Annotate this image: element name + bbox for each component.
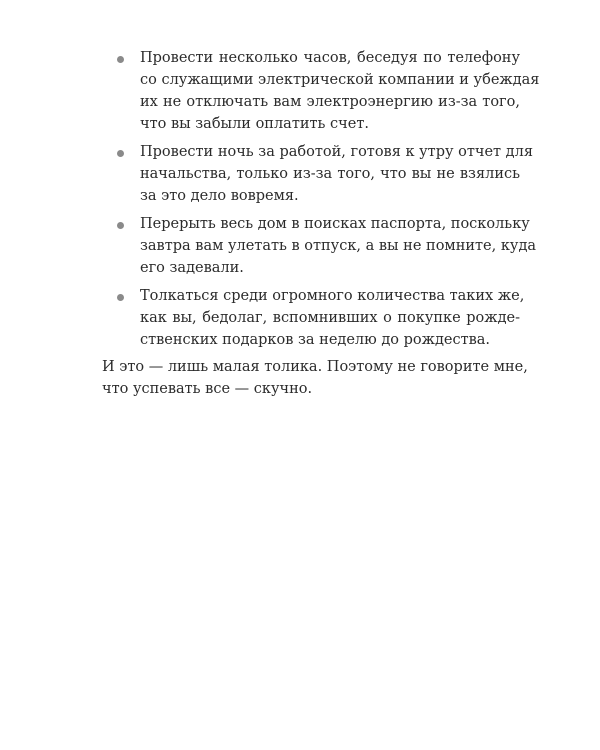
text-line: что успевать все — скучно. [102, 381, 313, 397]
text-line: Провести несколько часов, беседуя по телефону [140, 50, 520, 66]
list-item [116, 47, 540, 135]
text-line: ственских подарков за неделю до рождества. [140, 332, 491, 348]
list-item [116, 285, 525, 351]
text-line: как вы, бедолаг, вспомнивших о покупке рожде- [140, 310, 520, 326]
list-item [116, 213, 537, 279]
text-line: Толкаться среди огромного количества таких же, [140, 288, 525, 304]
closing-paragraph [102, 356, 528, 400]
list-item [116, 141, 533, 207]
text-line: начальства, только из-за того, что вы не взялись [140, 166, 520, 182]
text-line: со служащими электрической компании и убеждая [140, 72, 540, 88]
bullet-dot-icon [117, 56, 124, 63]
bullet-dot-icon [117, 222, 124, 229]
text-line: И это — лишь малая толика. Поэтому не говорите мне, [102, 359, 528, 375]
text-line: Провести ночь за работой, готовя к утру отчет для [140, 144, 533, 160]
text-line: их не отключать вам электроэнергию из-за того, [140, 94, 520, 110]
text-line: что вы забыли оплатить счет. [140, 116, 369, 132]
text-line: его задевали. [140, 260, 244, 276]
bullet-dot-icon [117, 294, 124, 301]
text-line: завтра вам улетать в отпуск, а вы не помните, куда [140, 238, 537, 254]
bullet-dot-icon [117, 150, 124, 157]
bullet-list [116, 47, 540, 357]
text-line: Перерыть весь дом в поисках паспорта, поскольку [140, 216, 530, 232]
text-line: за это дело вовремя. [140, 188, 299, 204]
